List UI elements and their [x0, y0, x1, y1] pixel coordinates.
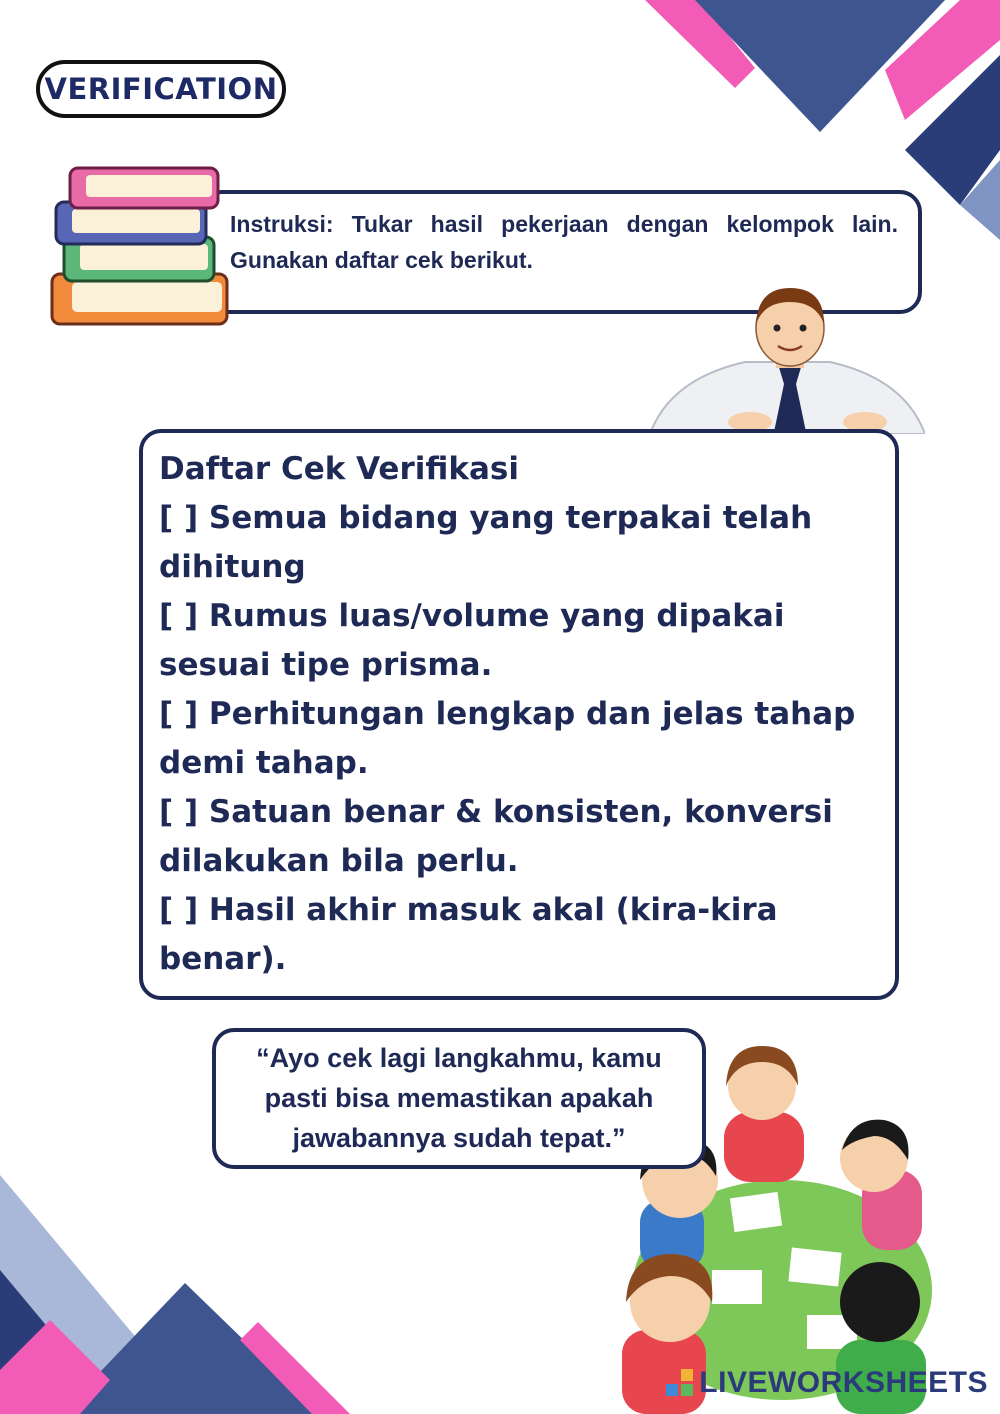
- liveworksheets-branding[interactable]: [665, 1366, 988, 1400]
- checklist-box: [139, 429, 899, 1000]
- checklist-item-3-cont: demi tahap.: [159, 745, 369, 781]
- checklist-item-5-cont: benar).: [159, 941, 287, 977]
- quote-line-1: “Ayo cek lagi langkahmu, kamu: [256, 1043, 662, 1073]
- verification-badge: [36, 60, 286, 118]
- checklist-item-2-cont: sesuai tipe prisma.: [159, 647, 493, 683]
- instruction-text: Instruksi: Tukar hasil pekerjaan dengan kelompok lain. Gunakan daftar cek berikut.: [230, 211, 898, 273]
- checklist-item-3: [ ] Perhitungan lengkap dan jelas tahap: [159, 696, 856, 732]
- checklist-title: Daftar Cek Verifikasi: [159, 451, 519, 487]
- checklist-item-2: [ ] Rumus luas/volume yang dipakai: [159, 598, 785, 634]
- quote-line-2: pasti bisa memastikan apakah: [264, 1083, 654, 1113]
- liveworksheets-logo-icon: [665, 1368, 695, 1398]
- checklist-item-5: [ ] Hasil akhir masuk akal (kira-kira: [159, 892, 778, 928]
- badge-label: VERIFICATION: [44, 72, 278, 106]
- checklist-item-4: [ ] Satuan benar & konsisten, konversi: [159, 794, 833, 830]
- checklist-item-1: [ ] Semua bidang yang terpakai telah: [159, 500, 813, 536]
- brand-text: LIVEWORKSHEETS: [699, 1366, 988, 1399]
- books-illustration: [42, 162, 232, 342]
- motivation-quote-box: [212, 1028, 706, 1169]
- checklist-item-4-cont: dilakukan bila perlu.: [159, 843, 519, 879]
- teacher-illustration: [650, 284, 925, 434]
- quote-line-3: jawabannya sudah tepat.”: [292, 1123, 626, 1153]
- checklist-item-1-cont: dihitung: [159, 549, 306, 585]
